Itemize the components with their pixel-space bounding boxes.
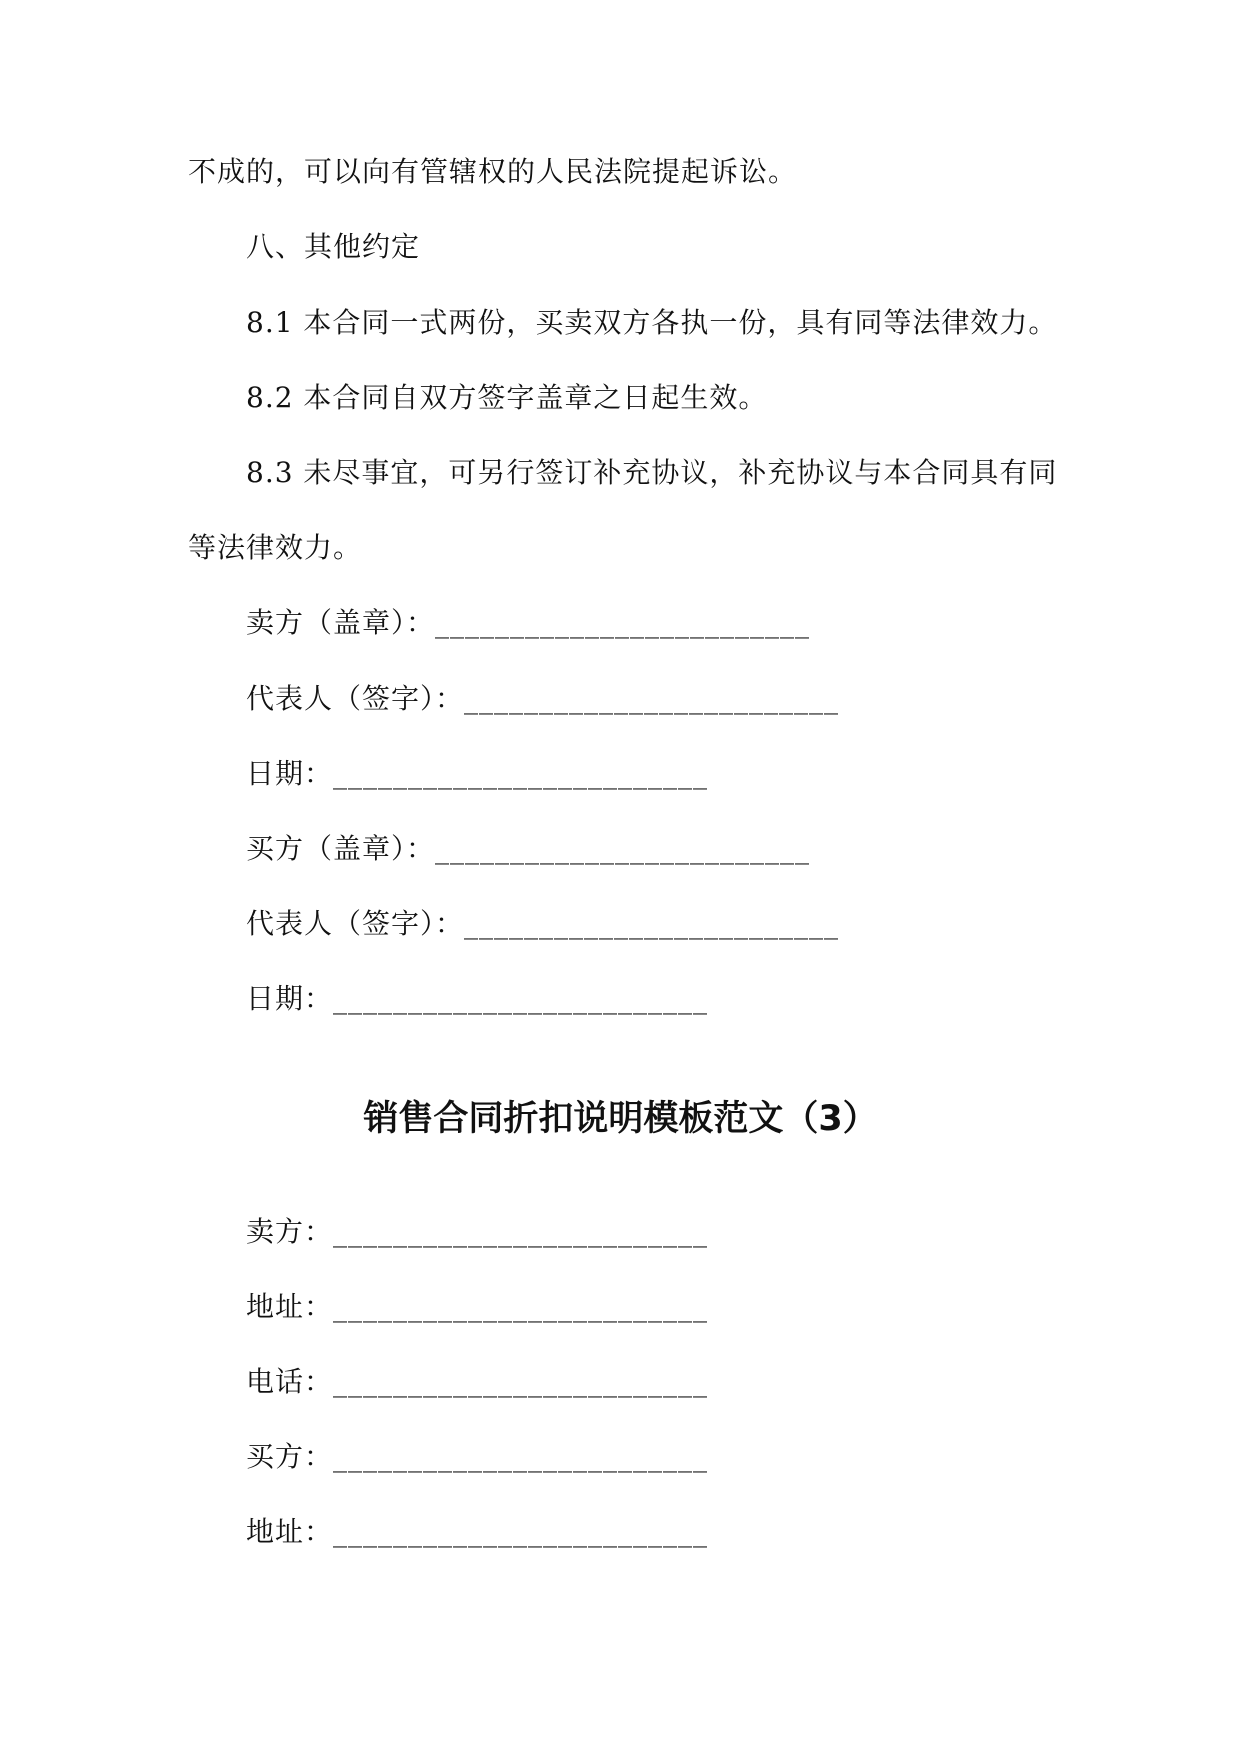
document-title: 销售合同折扣说明模板范文（3） bbox=[363, 1099, 878, 1139]
seller-name-field: 卖方：_________________________ bbox=[246, 1215, 709, 1248]
seller-phone-field: 电话：_________________________ bbox=[246, 1365, 709, 1398]
clause-8-3: 8.3 未尽事宜，可另行签订补充协议，补充协议与本合同具有同 bbox=[246, 456, 1058, 489]
buyer-name-field: 买方：_________________________ bbox=[246, 1440, 709, 1473]
clause-8-3-continued: 等法律效力。 bbox=[188, 531, 363, 564]
seller-address-field: 地址：_________________________ bbox=[246, 1290, 709, 1323]
buyer-address-field: 地址：_________________________ bbox=[246, 1515, 709, 1548]
buyer-date-field: 日期：_________________________ bbox=[246, 982, 709, 1015]
seller-representative-field: 代表人（签字）：_________________________ bbox=[246, 682, 840, 715]
buyer-representative-field: 代表人（签字）：_________________________ bbox=[246, 907, 840, 940]
clause-8-1: 8.1 本合同一式两份，买卖双方各执一份，具有同等法律效力。 bbox=[246, 306, 1058, 339]
paragraph-line: 不成的，可以向有管辖权的人民法院提起诉讼。 bbox=[188, 155, 798, 188]
seller-date-field: 日期：_________________________ bbox=[246, 757, 709, 790]
seller-seal-field: 卖方（盖章）：_________________________ bbox=[246, 606, 811, 639]
section-heading: 八、其他约定 bbox=[246, 230, 421, 263]
clause-8-2: 8.2 本合同自双方签字盖章之日起生效。 bbox=[246, 381, 768, 414]
buyer-seal-field: 买方（盖章）：_________________________ bbox=[246, 832, 811, 865]
